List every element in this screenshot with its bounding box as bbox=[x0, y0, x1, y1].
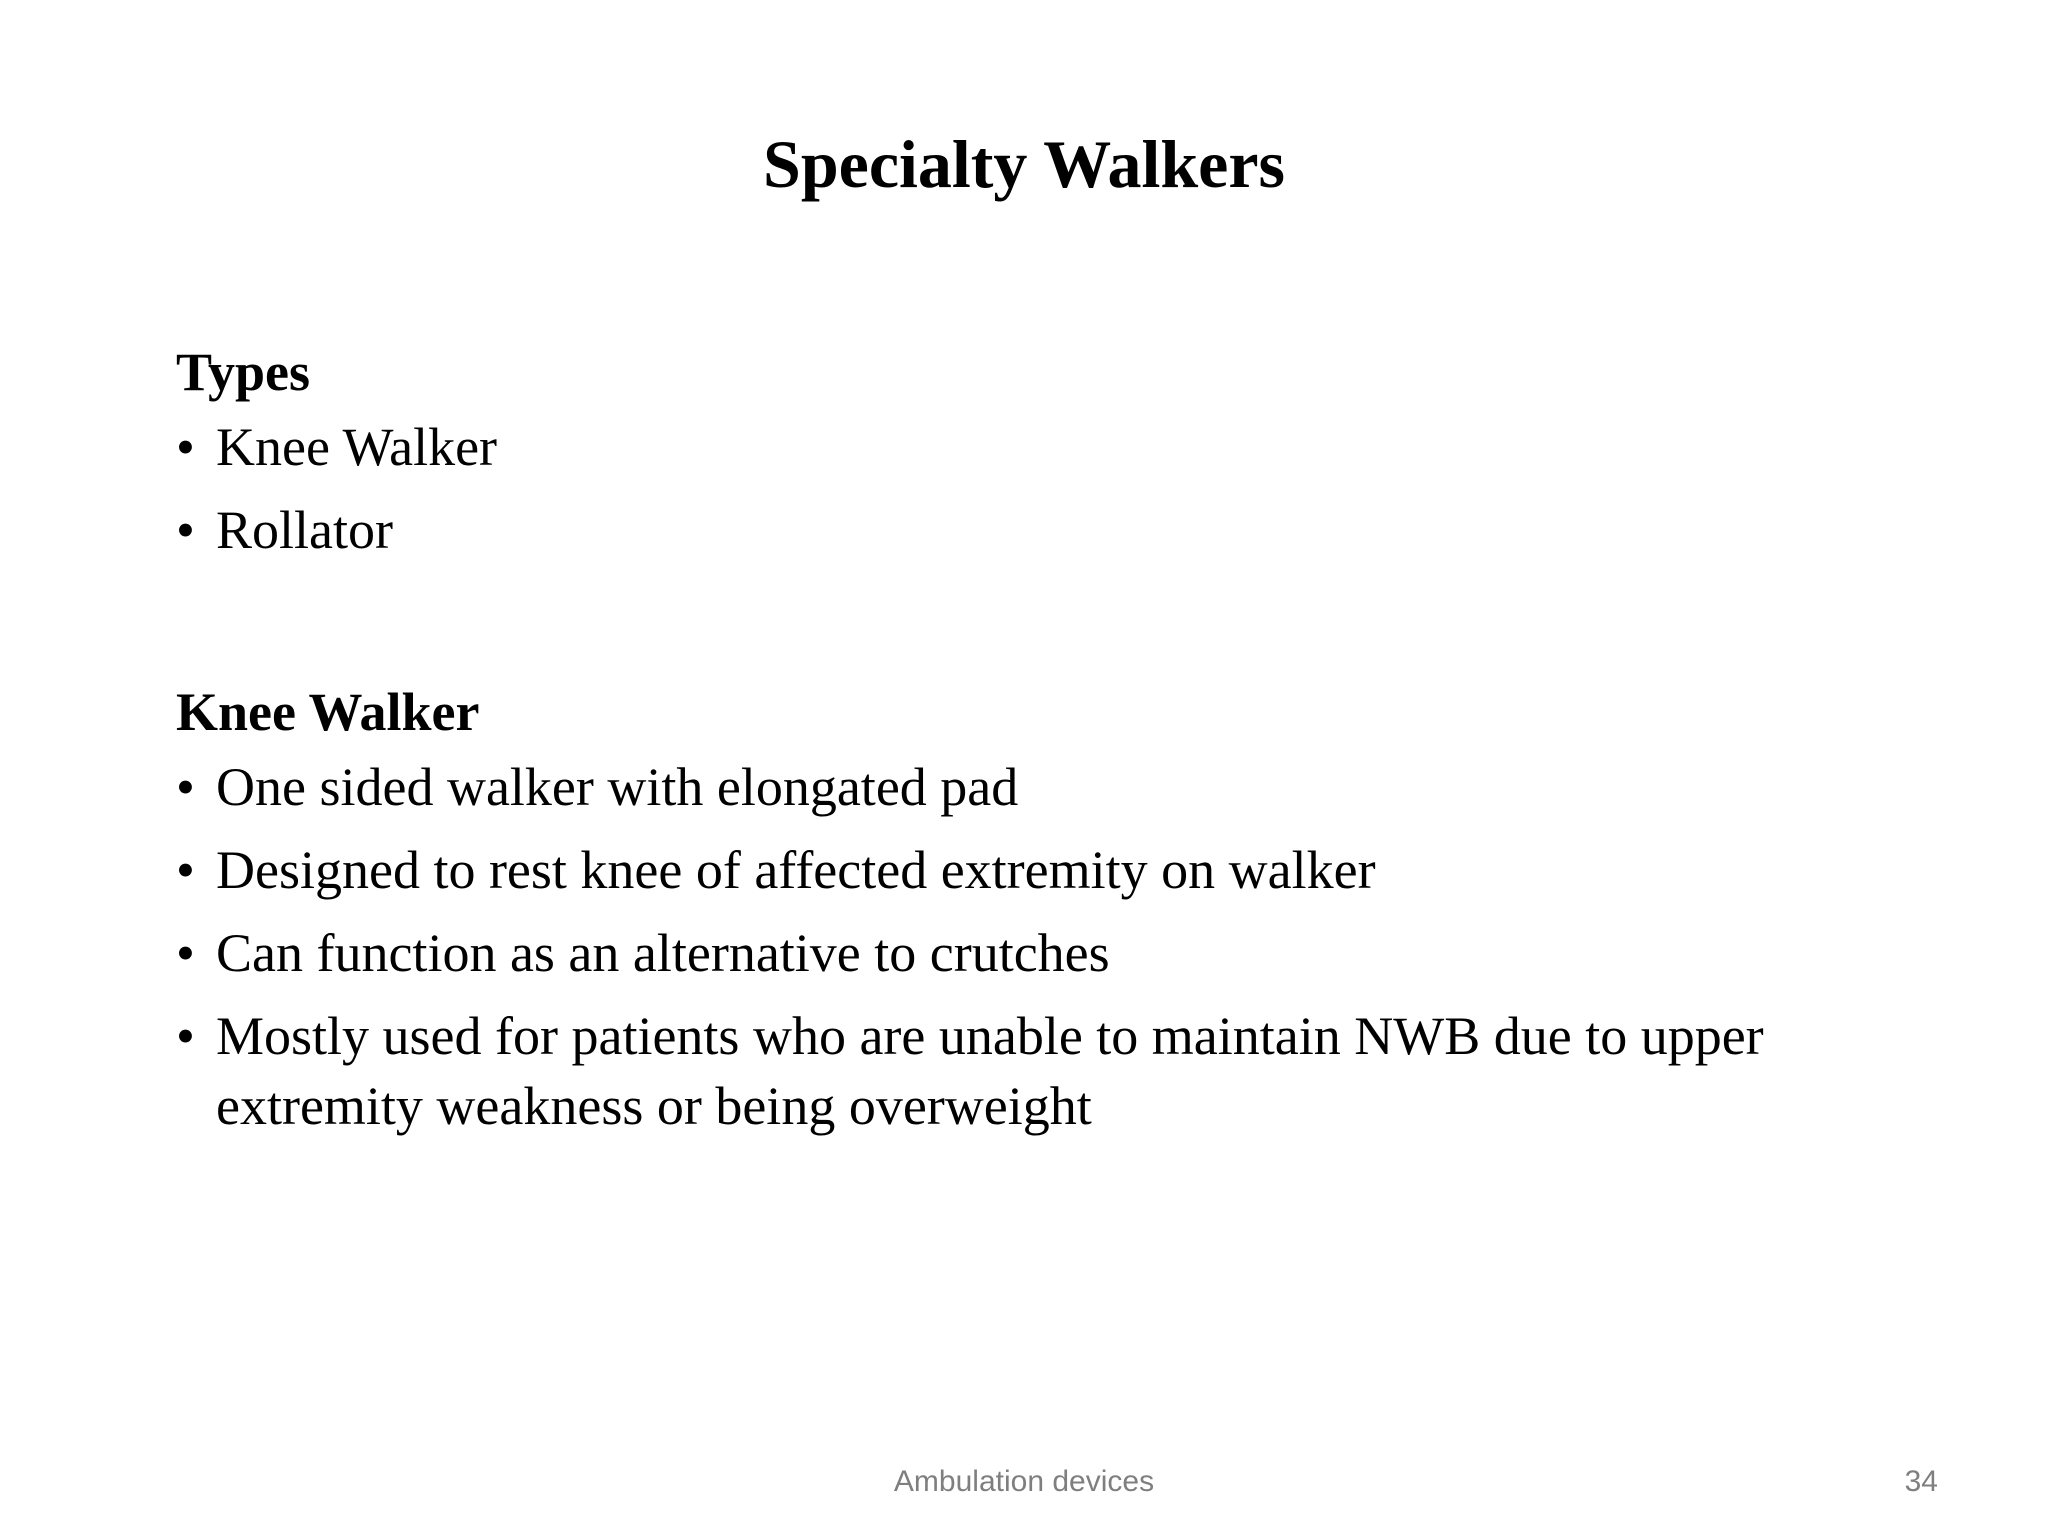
slide-title: Specialty Walkers bbox=[763, 126, 1285, 202]
bullet-text: Mostly used for patients who are unable to maintain NWB due to upper extremity weakness or being overweight bbox=[216, 1006, 1764, 1136]
section-knee-walker bbox=[176, 672, 1916, 1141]
bullet-icon: • bbox=[176, 500, 195, 560]
bullet-list bbox=[176, 752, 1916, 1141]
bullet-icon: • bbox=[176, 417, 195, 477]
bullet-item bbox=[176, 918, 1916, 988]
bullet-icon: • bbox=[176, 840, 195, 900]
section-heading: Knee Walker bbox=[176, 682, 480, 742]
section-types bbox=[176, 332, 1916, 565]
bullet-text: Designed to rest knee of affected extremity on walker bbox=[216, 840, 1376, 900]
footer-text: Ambulation devices bbox=[893, 1465, 1155, 1498]
bullet-list bbox=[176, 412, 1916, 565]
section-spacer bbox=[176, 578, 1916, 672]
bullet-text: Can function as an alternative to crutches bbox=[216, 923, 1110, 983]
bullet-item bbox=[176, 412, 1916, 482]
bullet-item bbox=[176, 1001, 1916, 1141]
bullet-item bbox=[176, 752, 1916, 822]
bullet-item bbox=[176, 495, 1916, 565]
bullet-text: Knee Walker bbox=[216, 417, 498, 477]
bullet-icon: • bbox=[176, 757, 195, 817]
page-number: 34 bbox=[1904, 1465, 1938, 1498]
bullet-text: One sided walker with elongated pad bbox=[216, 757, 1019, 817]
section-heading: Types bbox=[176, 342, 311, 402]
bullet-text: Rollator bbox=[216, 500, 393, 560]
bullet-icon: • bbox=[176, 923, 195, 983]
slide-content bbox=[176, 332, 1916, 1154]
bullet-icon: • bbox=[176, 1006, 195, 1066]
bullet-item bbox=[176, 835, 1916, 905]
